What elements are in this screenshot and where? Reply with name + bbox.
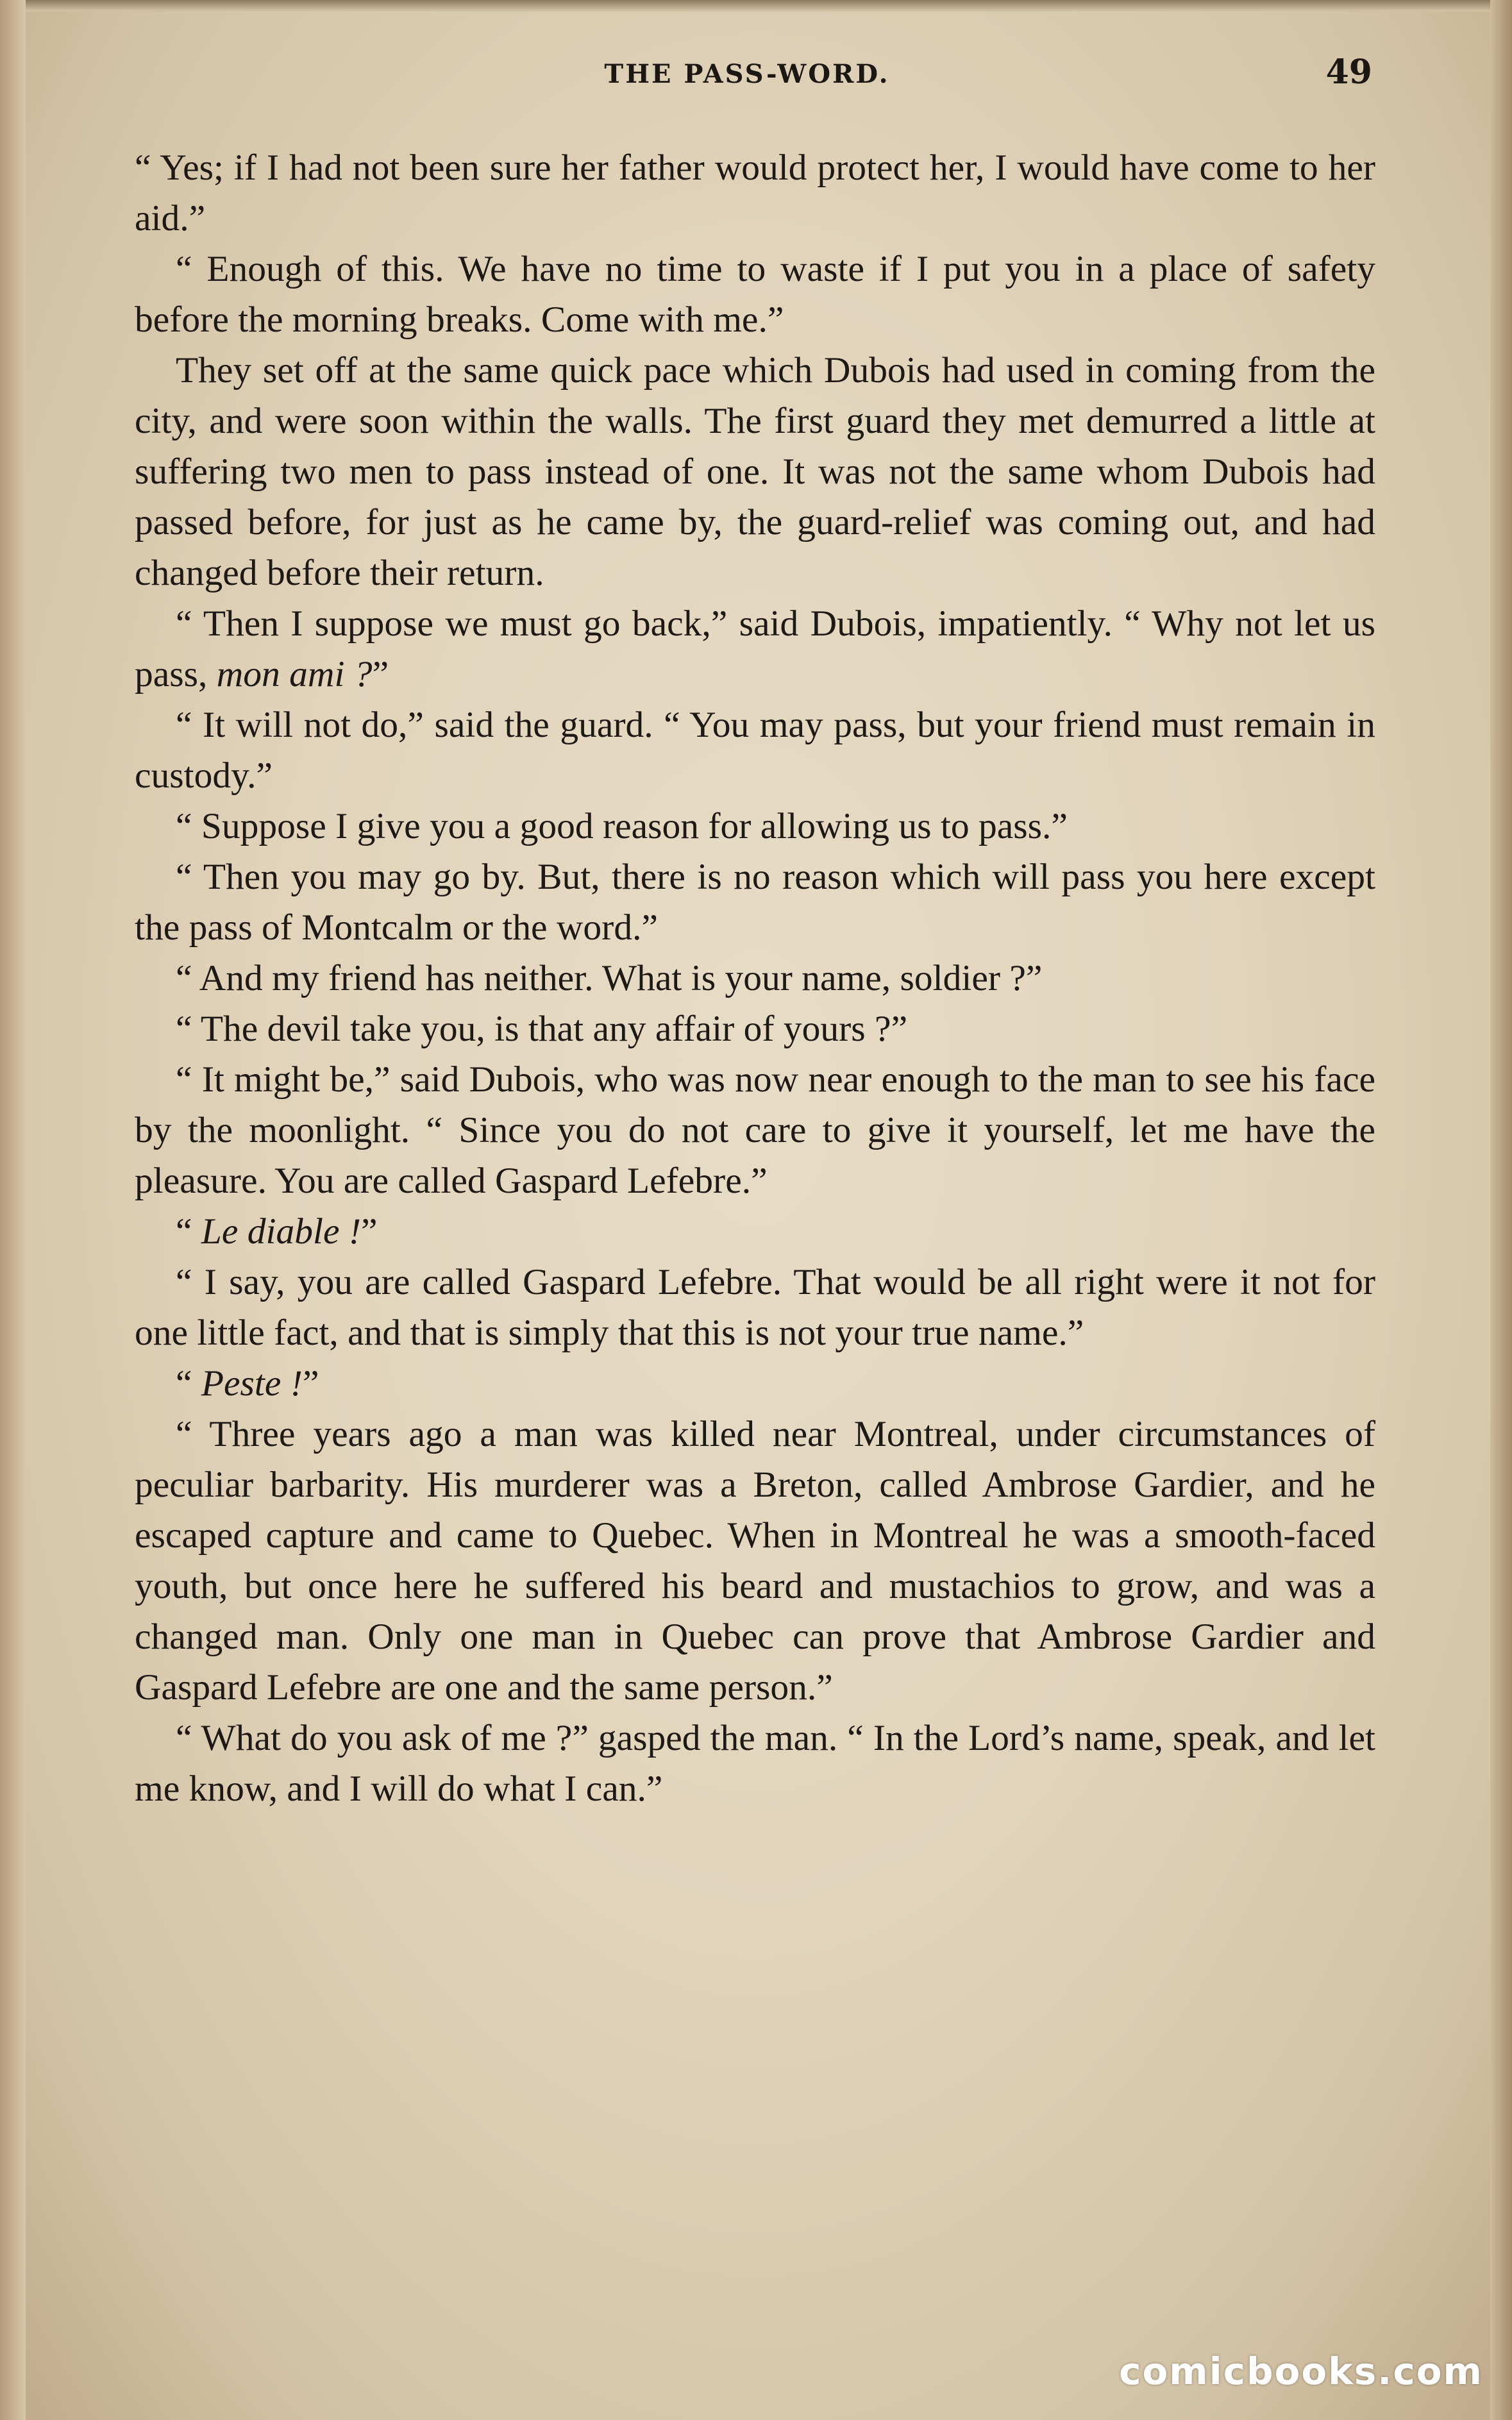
paragraph — [135, 801, 1375, 852]
paragraph-text: “ Yes; if I had not been sure her father would protect her, I would have come to her aid.” — [135, 147, 1375, 239]
paragraph-text: “ The devil take you, is that any affair of yours ?” — [176, 1009, 908, 1049]
paragraph — [135, 700, 1375, 801]
paragraph — [135, 1713, 1375, 1814]
paragraph-text: “ What do you ask of me ?” gasped the man. “ In the Lord’s name, speak, and let me know, and I will do what I can.” — [135, 1718, 1375, 1809]
paragraph-text: ” — [361, 1211, 378, 1252]
paragraph-text: ” — [372, 654, 389, 694]
italic-phrase: Peste ! — [201, 1363, 303, 1404]
paragraph — [135, 1358, 1375, 1409]
italic-phrase: Le diable ! — [201, 1211, 362, 1252]
paragraph — [135, 1257, 1375, 1358]
paragraph — [135, 1206, 1375, 1257]
paragraph-text: “ Enough of this. We have no time to waste if I put you in a place of safety before the morning breaks. Come with me.” — [135, 249, 1375, 340]
paragraph-text: ” — [302, 1363, 319, 1404]
page-number: 49 — [1325, 53, 1372, 92]
paragraph-text: “ Then I suppose we must go back,” said Dubois, impatiently. “ Why not let us pass, — [135, 603, 1375, 694]
paragraph-text: “ Three years ago a man was killed near Montreal, under circumstances of peculiar barbarity. His murderer was a Breton, called Ambrose Gardier, and he escaped capture and came to Quebec. When in Montreal he was a smooth-faced youth, but once here he suffered his beard and mustachios to grow, and was a changed man. Only one man in Quebec can prove that Ambrose Gardier and Gaspard Lefebre are one and the same person.” — [135, 1414, 1375, 1708]
paragraph — [135, 953, 1375, 1004]
page-header — [122, 53, 1372, 104]
paragraph-text: “ — [176, 1363, 201, 1404]
paragraph — [135, 244, 1375, 345]
paragraph-text: “ I say, you are called Gaspard Lefebre. That would be all right were it not for one little fact, and that is simply that this is not your true name.” — [135, 1262, 1375, 1353]
page-top-edge — [0, 0, 1512, 12]
page-left-edge — [0, 0, 26, 2420]
paragraph-text: “ Then you may go by. But, there is no reason which will pass you here except the pass of Montcalm or the word.” — [135, 857, 1375, 948]
paragraph — [135, 345, 1375, 598]
paragraph-text: “ Suppose I give you a good reason for allowing us to pass.” — [176, 806, 1068, 846]
paragraph-text: “ It might be,” said Dubois, who was now near enough to the man to see his face by the moonlight. “ Since you do not care to give it yourself, let me have the pleasure. You are called Gaspard Lefebre.” — [135, 1059, 1375, 1201]
paragraph-text: “ It will not do,” said the guard. “ You may pass, but your friend must remain in custody.” — [135, 705, 1375, 796]
paragraph — [135, 852, 1375, 953]
running-head: THE PASS-WORD. — [604, 59, 890, 89]
italic-phrase: mon ami ? — [216, 654, 373, 694]
watermark-logo: comicbooks.com — [1119, 2349, 1483, 2393]
paragraph — [135, 1409, 1375, 1713]
page-right-edge — [1490, 0, 1512, 2420]
paragraph-text: They set off at the same quick pace which Dubois had used in coming from the city, and were soon within the walls. The first guard they met demurred a little at suffering two men to pass instead of one. It was not the same whom Dubois had passed before, for just as he came by, the guard-relief was coming out, and had changed before their return. — [135, 350, 1375, 593]
paragraph — [135, 1054, 1375, 1206]
paragraph — [135, 1004, 1375, 1054]
paragraph-text: “ — [176, 1211, 201, 1252]
paragraph — [135, 142, 1375, 244]
paragraph — [135, 598, 1375, 700]
body-text — [135, 142, 1375, 1814]
paragraph-text: “ And my friend has neither. What is your name, soldier ?” — [176, 958, 1043, 998]
